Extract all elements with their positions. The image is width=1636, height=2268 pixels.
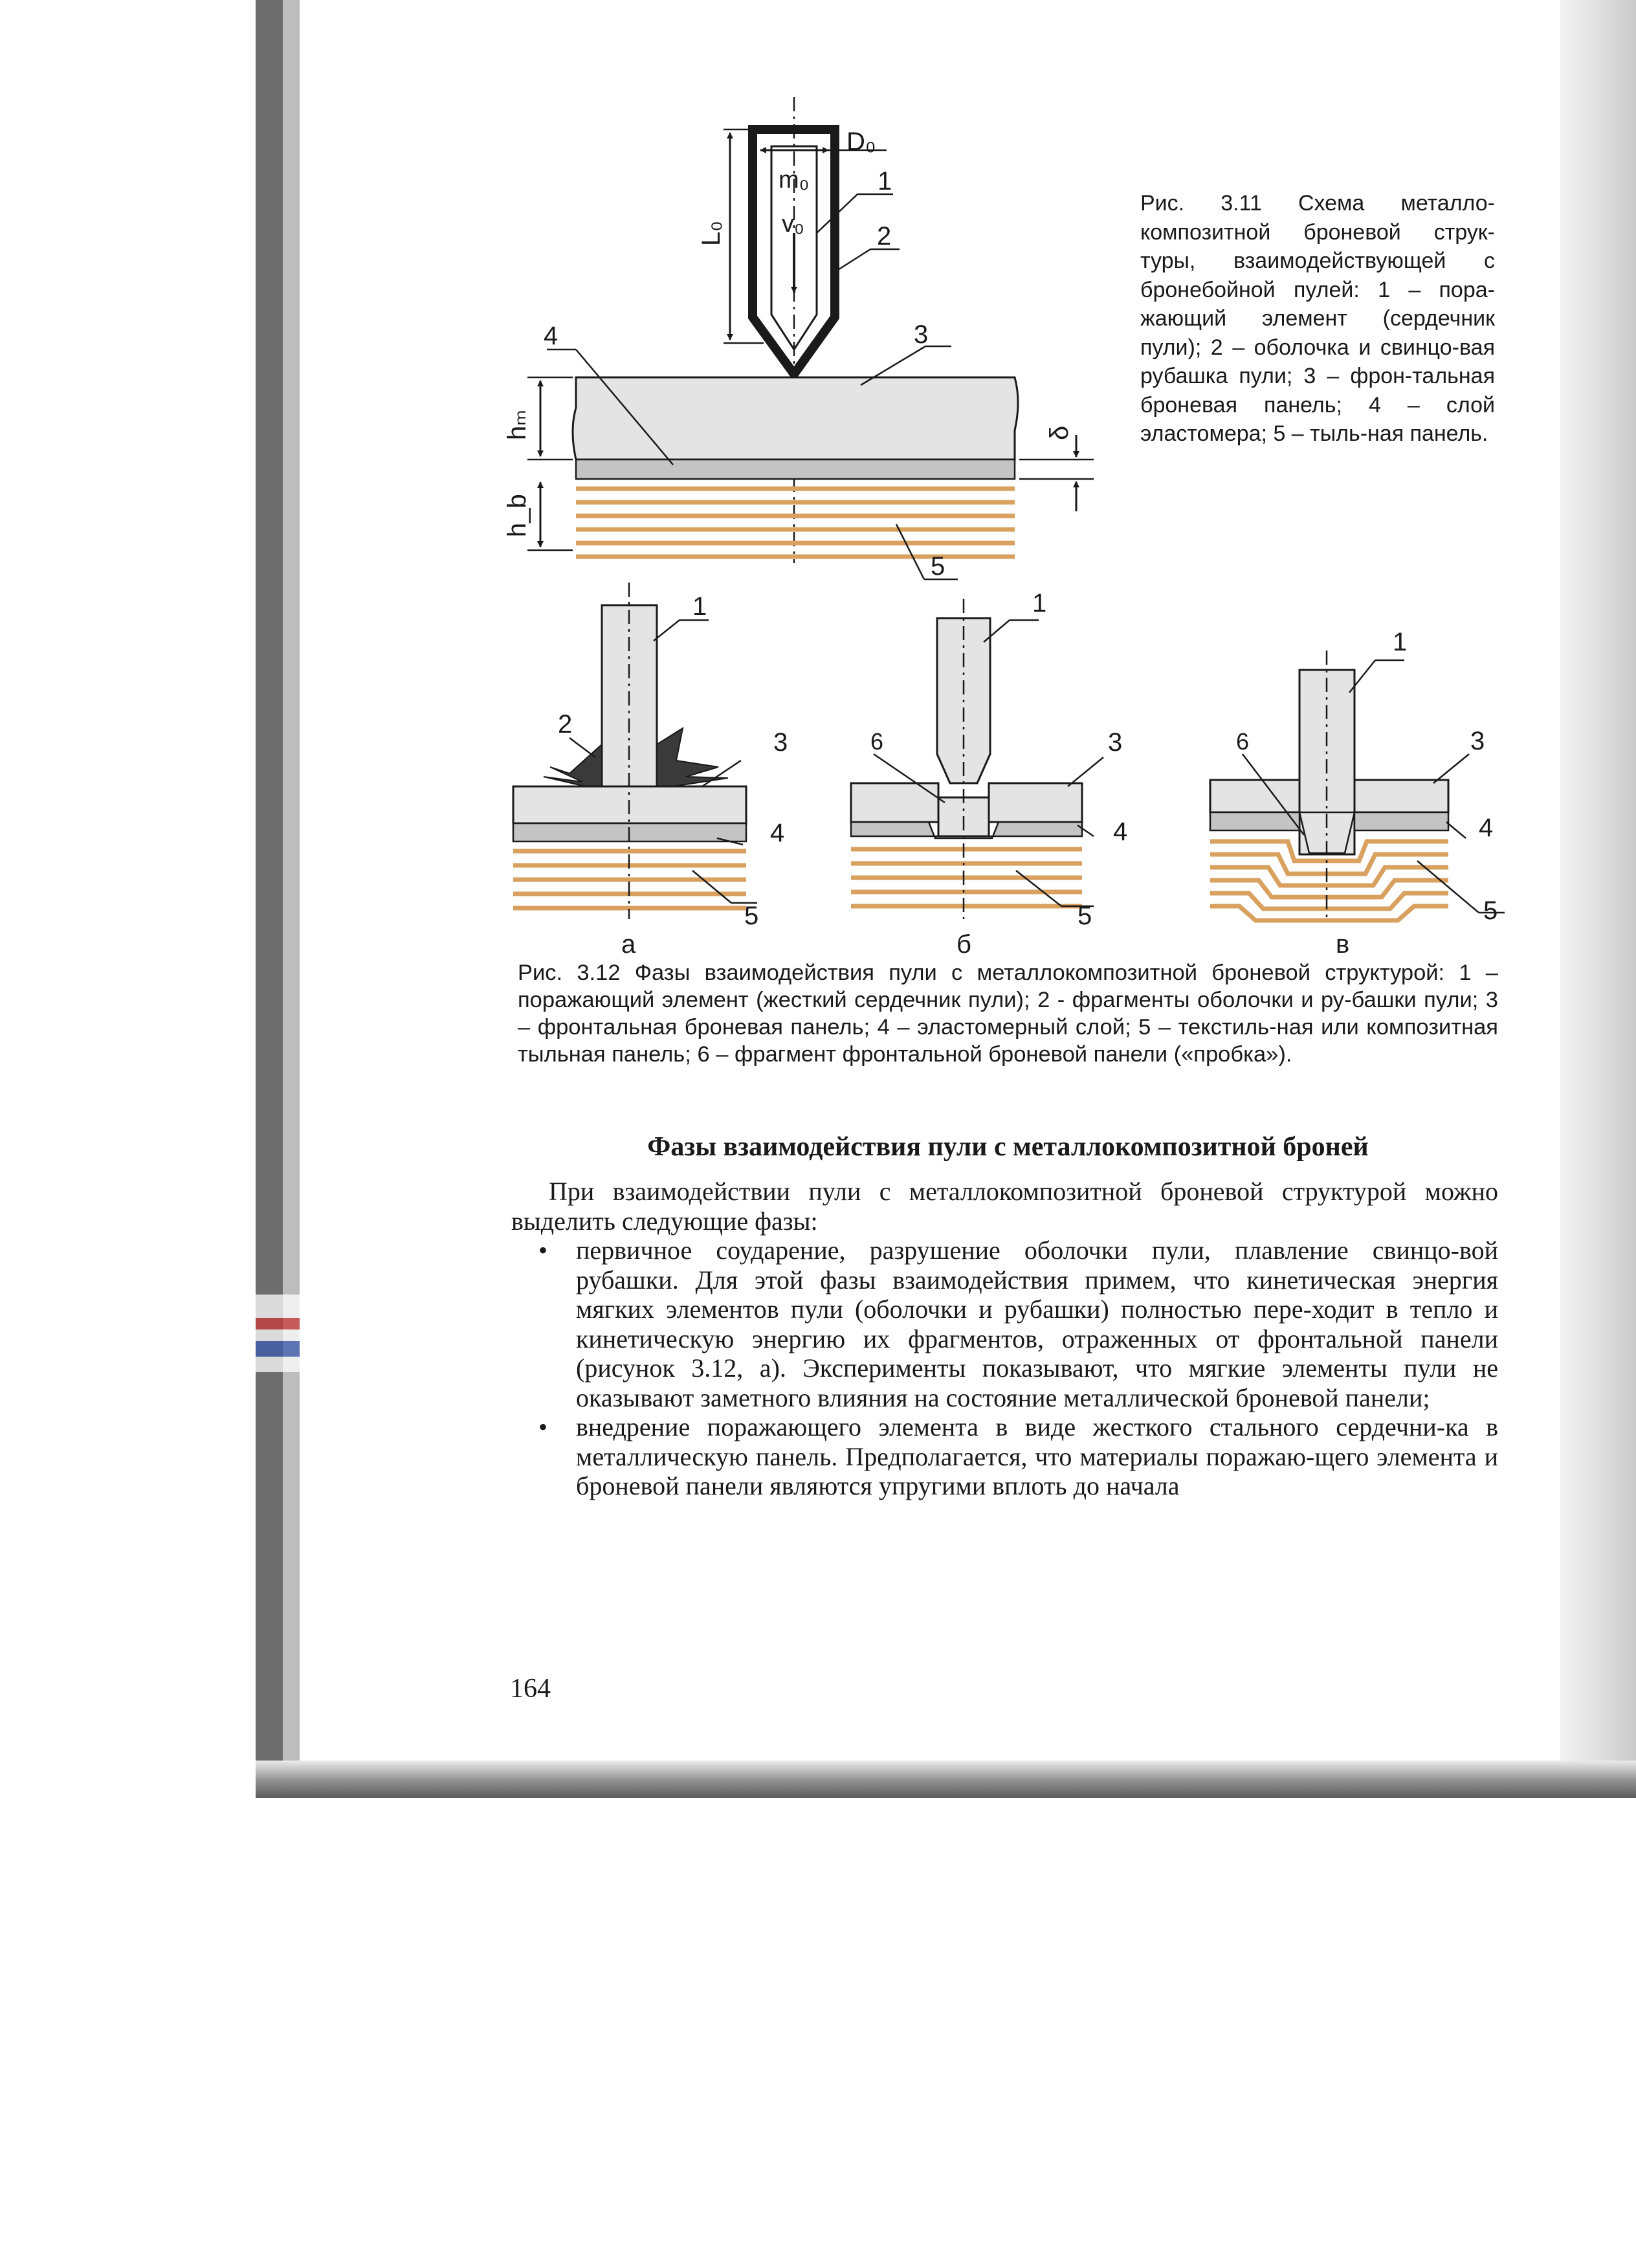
bullet-drawing [724,97,900,563]
backing-3-11 [576,489,1015,557]
fig312v-num-4: 4 [1479,814,1494,842]
front-panel-3-11 [573,377,1018,460]
fig312v-num-1: 1 [1393,628,1408,656]
fig312a-num-3: 3 [773,728,788,757]
fig312a-num-2: 2 [558,710,573,739]
intro-paragraph: При взаимодействии пули с металлокомпозитной броневой структурой можно выделить следующие фазы: [511,1177,1498,1236]
section-heading: Фазы взаимодействия пули с металлокомпозитной броней [647,1132,1369,1162]
fig311-num-5: 5 [931,552,945,581]
figure-3-11-caption: Рис. 3.11 Схема металло-композитной броневой струк-туры, взаимодействующей с бронебойной пулей: 1 – пора-жающий элемент (сердечник пули); 2 – оболочка и свинцо-вая рубашка пули; 3 – фрон-тальная броневая панель; 4 – слой эластомера; 5 – тыль-ная панель. [1140,191,1495,446]
fig312b-letter: б [956,930,971,959]
fig311-num-3: 3 [914,320,929,349]
label-D0: D₀ [846,128,876,156]
bullet-icon: • [538,1412,548,1441]
page-number: 164 [510,1674,551,1704]
fig312b-num-1: 1 [1032,589,1047,617]
fig312b-num-6: 6 [870,728,884,755]
fig312b-num-4: 4 [1113,817,1128,846]
fig-3-12-v [1210,650,1505,920]
bullet-icon: • [538,1236,548,1265]
figure-3-12-caption: Рис. 3.12 Фазы взаимодействия пули с металлокомпозитной броневой структурой: 1 – поражающий элемент (жесткий сердечник пули); 2 - фрагменты оболочки и ру-башки пули; 3 – фронтальная броневая панель; 4 – эластомерный слой; 5 – текстиль-ная или композитная тыльная панель; 6 – фрагмент фронтальной броневой панели («пробка»). [518,961,1498,1067]
label-L0: L₀ [697,221,725,246]
list-item [538,1412,1498,1501]
label-v0: v₀ [782,210,804,238]
fig312a-num-5: 5 [744,902,759,930]
list-item [538,1236,1498,1412]
fig311-num-4: 4 [544,322,558,350]
list-item-text: внедрение поражающего элемента в виде жесткого стального сердечни-ка в металлическую панель. Предполагается, что материалы поражаю-щего элемента и броневой панели являются упругими вплоть до начала [576,1412,1498,1500]
phase-list [511,1236,1498,1501]
label-hb: h_b [503,494,531,537]
fig-3-12-a [513,583,757,919]
fig312a-num-1: 1 [692,592,707,621]
body-text [511,1177,1498,1501]
fig312v-num-5: 5 [1483,896,1498,925]
fig312a-num-4: 4 [770,819,785,847]
list-item-text: первичное соударение, разрушение оболочки пули, плавление свинцо-вой рубашки. Для этой фазы взаимодействия примем, что кинетическая энергия мягких элементов пули (оболочки и рубашки) полностью пере-ходит в тепло и кинетическую энергию их фрагментов, отраженных от фронтальной панели (рисунок 3.12, а). Эксперименты показывают, что мягкие элементы пули не оказывают заметного влияния на состояние металлической броневой панели; [576,1236,1498,1412]
fig311-num-2: 2 [877,222,892,250]
fig312b-num-5: 5 [1078,902,1092,930]
elastomer-3-11 [576,460,1015,479]
fig-3-12-b [851,599,1103,919]
fig-3-11 [527,97,1094,579]
fig312v-num-6: 6 [1236,728,1250,755]
label-delta: δ [1045,425,1074,440]
fig312b-num-3: 3 [1108,728,1123,757]
fig311-num-1: 1 [878,167,892,195]
fig312a-letter: а [621,930,636,959]
label-hm: hₘ [503,409,531,440]
fig312v-num-3: 3 [1470,727,1485,755]
fig312v-letter: в [1336,930,1350,959]
label-m0: m₀ [779,166,810,194]
